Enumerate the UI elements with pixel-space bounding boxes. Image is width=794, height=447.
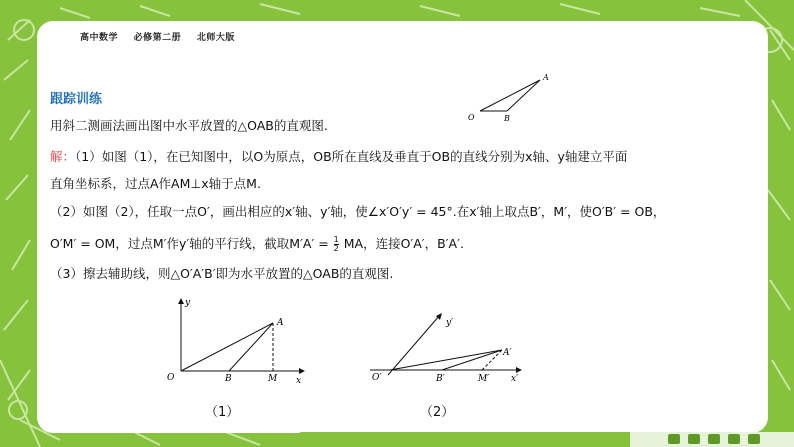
fig1-label-y: y [185,298,191,308]
header-book: 必修第二册 [133,33,182,43]
solution-label: 解： [50,149,76,164]
fig1-label-M: M [268,374,278,384]
label-B: B [504,114,510,123]
fig2-label-y: y′ [446,318,454,328]
toolbar-end-button[interactable] [728,434,740,444]
figure-1-original [155,293,315,393]
label-O: O [468,113,475,122]
header-publisher: 北师大版 [196,33,235,43]
toolbar-home-button[interactable] [668,434,680,444]
figure-1-caption: （1） [205,405,240,420]
solution-step2-line1: （2）如图（2），任取一点O′，画出相应的x′轴、y′轴，使∠x′O′y′ = 45°.在x′轴上取点B′，M′，使O′B′ = OB， [50,204,666,219]
header-subject: 高中数学 [80,33,119,43]
fig2-label-B: B′ [436,374,445,384]
fig1-label-x: x [296,376,302,386]
solution-step1-line1 [50,147,627,165]
step2-text-post: MA，连接O′A′，B′A′. [343,236,464,251]
fig1-label-A: A [277,318,284,328]
step1-text-a: （1）如图（1），在已知图中，以O为原点，OB所在直线及垂直于OB的直线分别为x轴、y轴建立平面 [75,149,628,164]
triangle-figure-top [462,72,562,124]
fig2-label-A: A′ [503,348,512,358]
fig2-label-O: O′ [372,373,382,383]
label-A: A [543,73,549,82]
toolbar-menu-button[interactable] [748,434,760,444]
figure-2-caption: （2） [420,405,455,420]
toolbar-next-button[interactable] [708,434,720,444]
problem-text: 用斜二测画法画出图中水平放置的△OAB的直观图. [50,118,328,133]
solution-step2-line2 [50,234,464,253]
solution-step3: （3）擦去辅助线，则△O′A′B′即为水平放置的△OAB的直观图. [50,266,394,281]
toolbar-prev-button[interactable] [688,434,700,444]
fig1-label-B: B [225,374,232,384]
figure-2-intuitive [360,305,530,390]
solution-step1-line2: 直角坐标系，过点A作AM⊥x轴于点M. [50,176,261,191]
slide-header [80,30,247,43]
step2-text-pre: O′M′ = OM，过点M′作y′轴的平行线，截取M′A′ = [50,236,329,251]
fig2-label-M: M′ [478,374,490,384]
fig2-label-x: x′ [511,374,519,384]
section-title: 跟踪训练 [50,92,103,107]
fig1-label-O: O [167,373,175,383]
fraction-one-half: $\frac{1}{2}$ [333,235,339,253]
